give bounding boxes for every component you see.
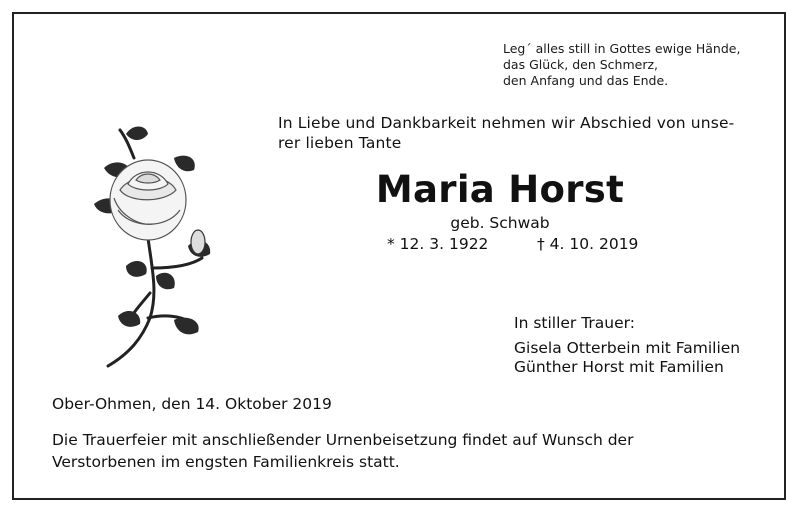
- intro-text: [278, 113, 756, 153]
- intro-line: rer lieben Tante: [278, 134, 402, 152]
- service-line: Die Trauerfeier mit anschließender Urnenbeisetzung findet auf Wunsch der: [52, 431, 634, 449]
- service-notice: [52, 429, 633, 473]
- rose-icon: [90, 118, 220, 368]
- mourners-block: [514, 314, 740, 377]
- death-date: † 4. 10. 2019: [537, 235, 639, 253]
- deceased-name: Maria Horst: [375, 168, 625, 211]
- birth-date: * 12. 3. 1922: [387, 235, 489, 253]
- place-date: Ober-Ohmen, den 14. Oktober 2019: [52, 395, 332, 413]
- intro-line: In Liebe und Dankbarkeit nehmen wir Abschied von unse-: [278, 114, 735, 132]
- service-line: Verstorbenen im engsten Familienkreis statt.: [52, 453, 400, 471]
- poem-line: das Glück, den Schmerz,: [503, 57, 659, 72]
- poem: [503, 41, 740, 89]
- mourner-name: Gisela Otterbein mit Familien: [514, 339, 741, 357]
- maiden-name: geb. Schwab: [450, 214, 550, 232]
- poem-line: Leg´ alles still in Gottes ewige Hände,: [503, 41, 741, 56]
- mourners-heading: In stiller Trauer:: [514, 314, 635, 332]
- poem-line: den Anfang und das Ende.: [503, 73, 669, 88]
- mourner-name: Günther Horst mit Familien: [514, 358, 724, 376]
